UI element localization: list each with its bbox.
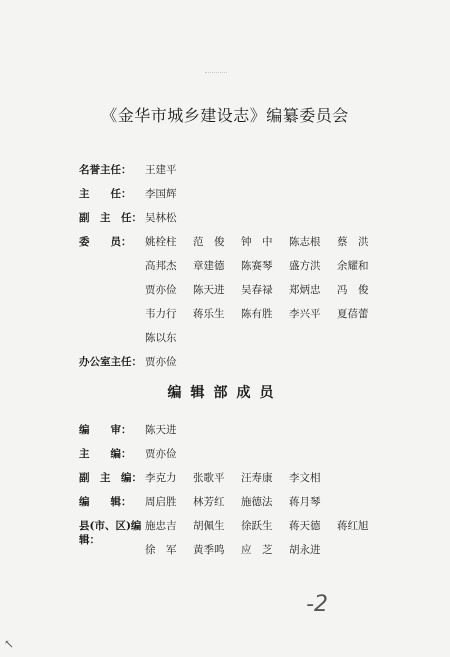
member-name: 陈志根 xyxy=(289,236,321,248)
roster-names xyxy=(145,495,337,509)
member-name: 张歌平 xyxy=(193,472,225,484)
member-name: 王建平 xyxy=(145,164,177,176)
member-name: 李国辉 xyxy=(145,188,177,200)
roster-row xyxy=(79,447,420,461)
member-name: 施忠吉 xyxy=(145,520,177,532)
roster-label: 县(市、区)编辑： xyxy=(79,520,142,546)
member-name: 余耀和 xyxy=(337,260,369,272)
member-name: 韦力行 xyxy=(145,308,177,320)
roster-row xyxy=(79,235,420,345)
roster-label: 主 任： xyxy=(79,188,132,200)
member-name: 陈以东 xyxy=(145,332,177,344)
member-name: 陈赛琴 xyxy=(241,260,273,272)
member-name: 蒋红旭 xyxy=(337,520,369,532)
roster-row xyxy=(79,519,420,557)
member-name: 高邦杰 xyxy=(145,260,177,272)
roster-names xyxy=(145,447,193,461)
roster-names xyxy=(145,355,193,369)
member-name: 徐 军 xyxy=(145,544,177,556)
roster-row xyxy=(79,163,420,177)
member-name: 胡永进 xyxy=(289,544,321,556)
roster-label: 委 员： xyxy=(79,236,132,248)
member-name: 胡佩生 xyxy=(193,520,225,532)
roster-row xyxy=(79,211,420,225)
committee-list xyxy=(79,163,420,379)
roster-names xyxy=(145,471,337,485)
roster-names xyxy=(145,211,193,225)
member-name: 吴春禄 xyxy=(241,284,273,296)
member-name: 贾亦俭 xyxy=(145,284,177,296)
roster-label: 主 编： xyxy=(79,448,132,460)
editorial-list xyxy=(79,423,420,567)
roster-label: 编 审： xyxy=(79,424,132,436)
member-name: 李克力 xyxy=(145,472,177,484)
member-name: 贾亦俭 xyxy=(145,356,177,368)
member-name: 蒋月琴 xyxy=(289,496,321,508)
roster-row xyxy=(79,187,420,201)
member-name: 吴林松 xyxy=(145,212,177,224)
roster-row xyxy=(79,423,420,437)
member-name: 姚栓柱 xyxy=(145,236,177,248)
member-name: 周启胜 xyxy=(145,496,177,508)
roster-label: 副 主 任： xyxy=(79,212,142,224)
member-name: 蒋乐生 xyxy=(193,308,225,320)
page-title: 《金华市城乡建设志》编纂委员会 xyxy=(101,106,349,125)
member-name: 李文相 xyxy=(289,472,321,484)
member-name: 陈有胜 xyxy=(241,308,273,320)
roster-row xyxy=(79,495,420,509)
member-name: 李兴平 xyxy=(289,308,321,320)
scan-smudge xyxy=(205,72,227,83)
roster-label: 副 主 编： xyxy=(79,472,142,484)
member-name: 陈天进 xyxy=(145,424,177,436)
member-name: 蔡 洪 xyxy=(337,236,369,248)
roster-label: 名誉主任： xyxy=(79,164,132,176)
member-name: 应 芝 xyxy=(241,544,273,556)
member-name: 汪寿康 xyxy=(241,472,273,484)
roster-names xyxy=(145,235,420,345)
roster-label: 编 辑： xyxy=(79,496,132,508)
member-name: 郑炳忠 xyxy=(289,284,321,296)
roster-names xyxy=(145,187,193,201)
roster-row xyxy=(79,355,420,369)
roster-names xyxy=(145,519,420,557)
section-title: 编辑部成员 xyxy=(167,385,283,401)
member-name: 章建德 xyxy=(193,260,225,272)
member-name: 夏蓓蕾 xyxy=(337,308,369,320)
member-name: 盛方洪 xyxy=(289,260,321,272)
member-name: 林芳红 xyxy=(193,496,225,508)
member-name: 蒋天德 xyxy=(289,520,321,532)
member-name: 施德法 xyxy=(241,496,273,508)
corner-mark: ↖ xyxy=(4,637,15,651)
roster-names xyxy=(145,163,193,177)
roster-row xyxy=(79,471,420,485)
roster-names xyxy=(145,423,193,437)
roster-label: 办公室主任： xyxy=(79,356,142,368)
member-name: 冯 俊 xyxy=(337,284,369,296)
member-name: 陈天进 xyxy=(193,284,225,296)
member-name: 范 俊 xyxy=(193,236,225,248)
page-number: -2 xyxy=(306,592,328,617)
member-name: 黄季鸣 xyxy=(193,544,225,556)
member-name: 钟 中 xyxy=(241,236,273,248)
member-name: 贾亦俭 xyxy=(145,448,177,460)
member-name: 徐跃生 xyxy=(241,520,273,532)
